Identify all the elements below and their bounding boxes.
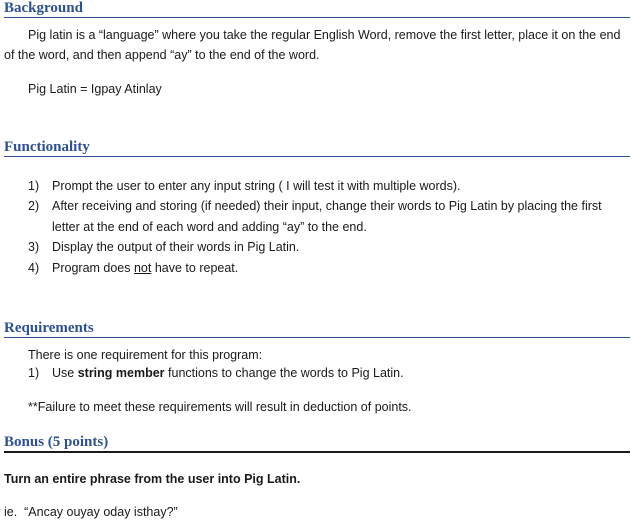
functionality-item-2: [28, 196, 628, 237]
list-number: 1): [28, 366, 40, 380]
requirements-warning: **Failure to meet these requirements will result in deduction of points.: [28, 400, 412, 414]
list-number: 1): [28, 179, 40, 193]
functionality-heading: Functionality: [4, 139, 630, 157]
functionality-item-3: [28, 237, 628, 258]
requirements-item-1: [28, 363, 628, 384]
list-number: 3): [28, 240, 40, 254]
list-text: Prompt the user to enter any input string ( I will test it with multiple words).: [52, 179, 461, 193]
requirements-intro: There is one requirement for this program:: [28, 348, 263, 362]
functionality-item-4: [28, 258, 628, 279]
list-text: Use string member functions to change the words to Pig Latin.: [52, 366, 404, 380]
list-text: Display the output of their words in Pig Latin.: [52, 240, 300, 254]
bonus-instruction: Turn an entire phrase from the user into Pig Latin.: [4, 472, 301, 486]
functionality-item-1: [28, 176, 628, 197]
list-text: Program does not have to repeat.: [52, 261, 239, 275]
requirements-heading: Requirements: [4, 320, 630, 338]
background-example: Pig Latin = Igpay Atinlay: [28, 82, 162, 96]
list-text: After receiving and storing (if needed) their input, change their words to Pig Latin by placing the first letter at the end of each word and adding “ay” to the end.: [52, 199, 602, 234]
background-heading: Background: [4, 0, 630, 18]
emphasis-not: not: [133, 261, 152, 275]
background-paragraph: Pig latin is a “language” where you take the regular English Word, remove the first letter, place it on the end of the word, and then append “ay” to the end of the word.: [4, 28, 621, 62]
list-number: 4): [28, 261, 40, 275]
bold-string-member: string member: [77, 366, 165, 380]
bonus-example: ie. “Ancay ouyay oday isthay?”: [4, 505, 178, 519]
list-number: 2): [28, 199, 40, 213]
bonus-heading: Bonus (5 points): [4, 434, 630, 453]
